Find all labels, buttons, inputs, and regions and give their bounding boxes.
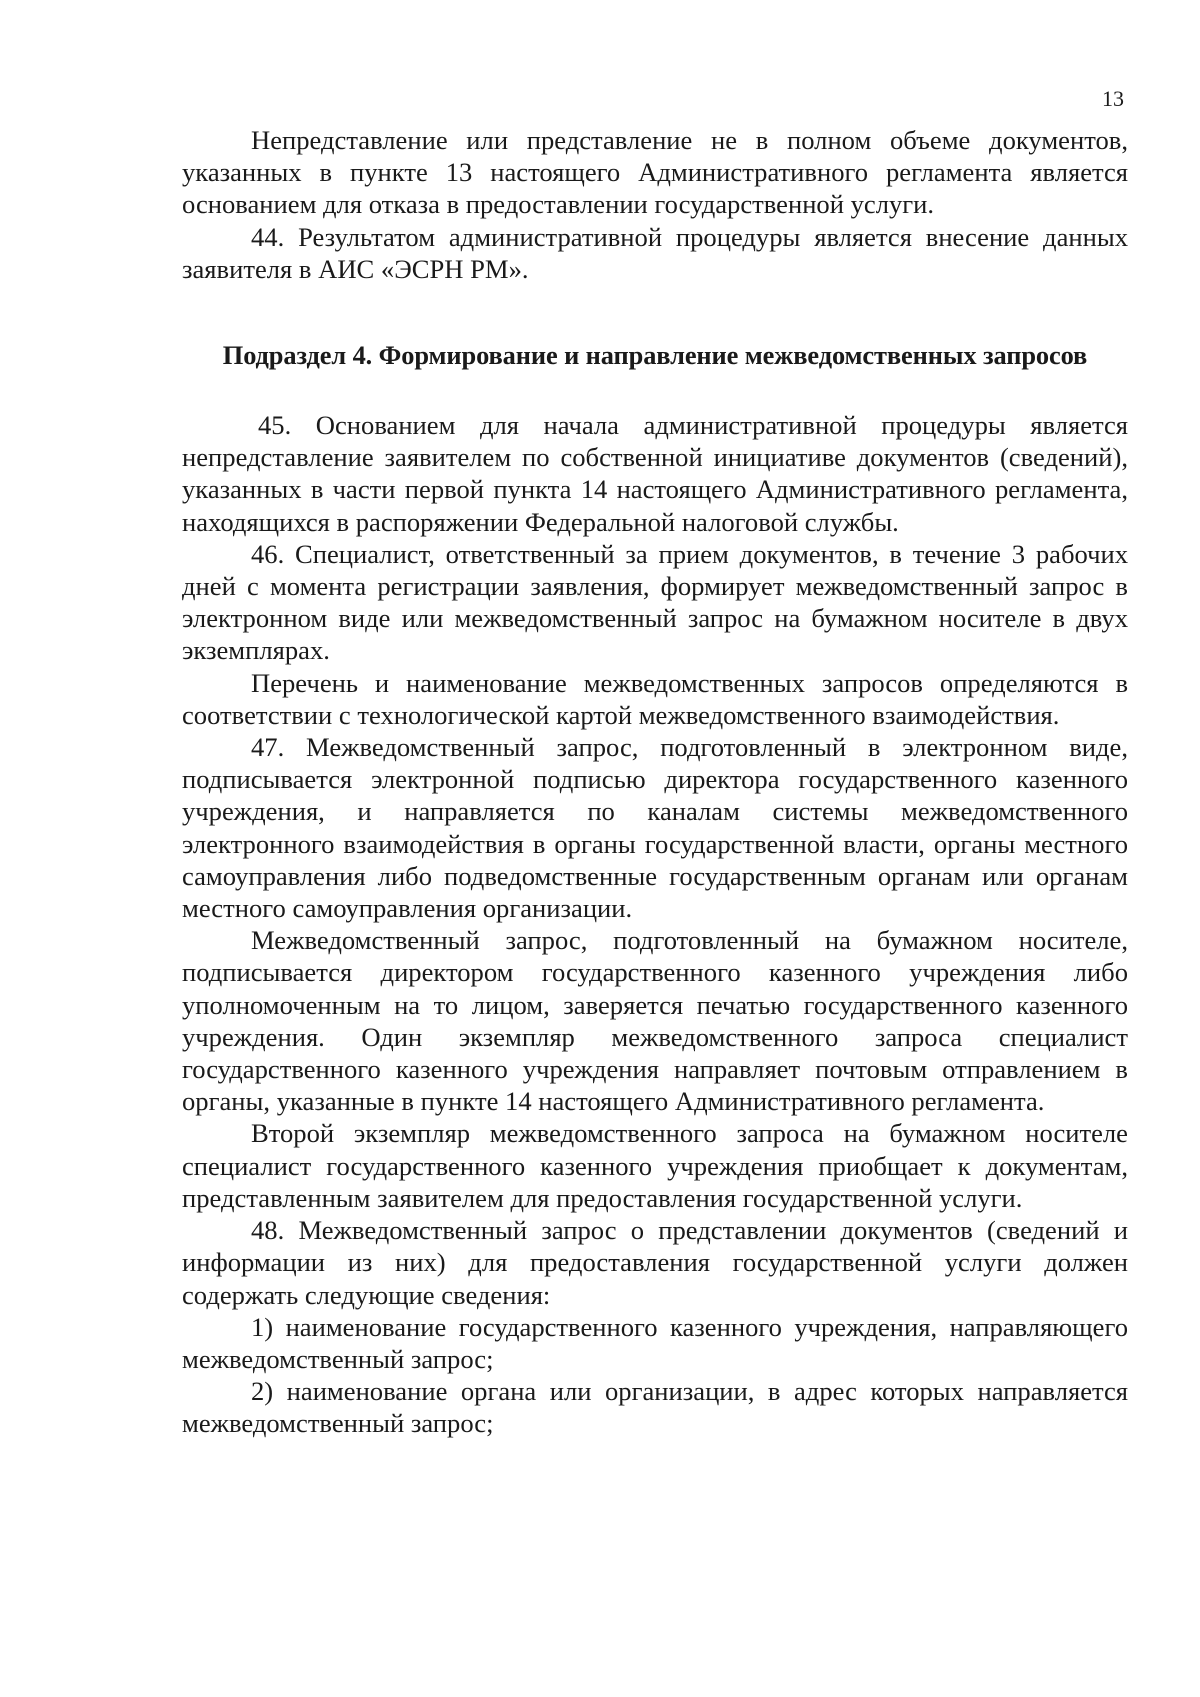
paragraph: Второй экземпляр межведомственного запроса на бумажном носителе специалист государственного казенного учреждения приобщает к документам, представленным заявителем для предоставления государственной услуги. xyxy=(182,1118,1128,1213)
document-body xyxy=(182,124,1128,1440)
page-number: 13 xyxy=(1102,86,1124,111)
list-item-2: 2) наименование органа или организации, в адрес которых направляется межведомственный запрос; xyxy=(182,1376,1128,1439)
paragraph: Перечень и наименование межведомственных запросов определяются в соответствии с технологической картой межведомственного взаимодействия. xyxy=(182,667,1128,730)
paragraph: Непредставление или представление не в полном объеме документов, указанных в пункте 13 настоящего Административного регламента является основанием для отказа в предоставлении государственной услуги. xyxy=(182,125,1128,220)
paragraph-48: 48. Межведомственный запрос о представлении документов (сведений и информации из них) для предоставления государственной услуги должен содержать следующие сведения: xyxy=(182,1215,1128,1310)
section-heading: Подраздел 4. Формирование и направление межведомственных запросов xyxy=(222,340,1088,371)
paragraph-44: 44. Результатом административной процедуры является внесение данных заявителя в АИС «ЭСРН РМ». xyxy=(182,221,1128,284)
paragraph-47: 47. Межведомственный запрос, подготовленный в электронном виде, подписывается электронной подписью директора государственного казенного учреждения, и направляется по каналам системы межведомственного электронного взаимодействия в органы государственной власти, органы местного самоуправления либо подведомственные государственным органам или органам местного самоуправления организации. xyxy=(182,732,1128,924)
list-item-1: 1) наименование государственного казенного учреждения, направляющего межведомственный запрос; xyxy=(182,1311,1128,1374)
paragraph: Межведомственный запрос, подготовленный на бумажном носителе, подписывается директором государственного казенного учреждения либо уполномоченным на то лицом, заверяется печатью государственного казенного учреждения. Один экземпляр межведомственного запроса специалист государственного казенного учреждения направляет почтовым отправлением в органы, указанные в пункте 14 настоящего Административного регламента. xyxy=(182,925,1128,1117)
paragraph-45: 45. Основанием для начала административной процедуры является непредставление заявителем по собственной инициативе документов (сведений), указанных в части первой пункта 14 настоящего Административного регламента, находящихся в распоряжении Федеральной налоговой службы. xyxy=(182,410,1128,537)
paragraph-46: 46. Специалист, ответственный за прием документов, в течение 3 рабочих дней с момента регистрации заявления, формирует межведомственный запрос в электронном виде или межведомственный запрос на бумажном носителе в двух экземплярах. xyxy=(182,538,1128,666)
